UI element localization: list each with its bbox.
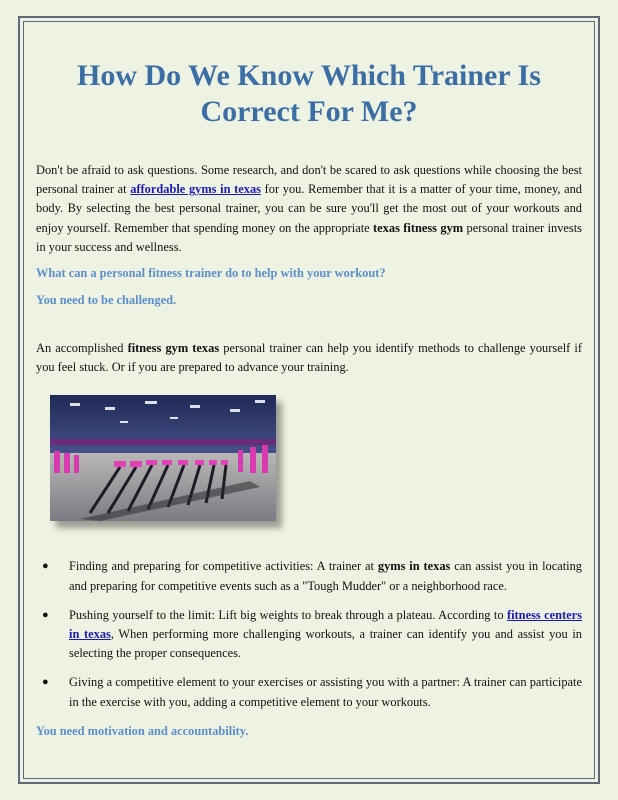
list-item-pushing-limit [36, 606, 582, 664]
intro-text-2: for you. Remember that it is a matter of your time, money, and body. By selecting the best personal trainer, you can be sure you'll get the most out of your workouts and enjoy yourself. Remember that spending money on the appropriate [36, 182, 582, 235]
intro-bold-keyword: texas fitness gym [373, 220, 464, 235]
subheading-challenged: You need to be challenged. [36, 293, 177, 308]
challenge-text-1: An accomplished [36, 341, 128, 356]
intro-paragraph [36, 161, 582, 257]
list-item-competitive-element [36, 673, 582, 711]
trainer-benefits-list [36, 557, 582, 711]
bullet-3-text: Giving a competitive element to your exercises or assisting you with a partner: A trainer can participate in the exercise with you, adding a competitive element to your workouts. [69, 675, 582, 709]
bullet-2-text-2: , When performing more challenging workouts, a trainer can identify you and assist you in selecting the proper consequences. [69, 627, 582, 661]
document-content [36, 58, 582, 741]
challenge-bold-keyword: fitness gym texas [127, 341, 220, 356]
subheading-motivation: You need motivation and accountability. [36, 723, 249, 738]
bullet-2-text-1: Pushing yourself to the limit: Lift big weights to break through a plateau. According to [69, 607, 507, 622]
gym-treadmills-photo [50, 395, 276, 521]
bullet-dot-icon: ● [42, 676, 49, 689]
bullet-dot-icon: ● [42, 608, 49, 621]
bullet-1-bold-keyword: gyms in texas [377, 559, 451, 574]
intro-text-1: Don't be afraid to ask questions. Some research, and don't be scared to ask questions while choosing the best personal trainer at [36, 163, 582, 197]
subheading-workout-help: What can a personal fitness trainer do to help with your workout? [36, 266, 386, 281]
gym-photo-illustration [50, 395, 276, 521]
bullet-1-text-2: can assist you in locating and preparing for competitive events such as a "Tough Mudder" or a neighborhood race. [69, 559, 582, 593]
page-title: How Do We Know Which Trainer Is Correct For Me? [77, 59, 541, 128]
bullet-1-text-1: Finding and preparing for competitive activities: A trainer at [69, 559, 378, 574]
list-item-competitive-activities [36, 557, 582, 595]
fitness-centers-link[interactable]: fitness centers in texas [69, 607, 582, 642]
challenge-paragraph [36, 339, 582, 377]
affordable-gyms-link[interactable]: affordable gyms in texas [130, 182, 261, 197]
intro-text-3: personal trainer invests in your success and wellness. [36, 220, 582, 254]
bullet-dot-icon: ● [42, 560, 49, 573]
challenge-text-2: personal trainer can help you identify methods to challenge yourself if you feel stuck. Or if you are prepared to advance your training. [36, 341, 582, 375]
